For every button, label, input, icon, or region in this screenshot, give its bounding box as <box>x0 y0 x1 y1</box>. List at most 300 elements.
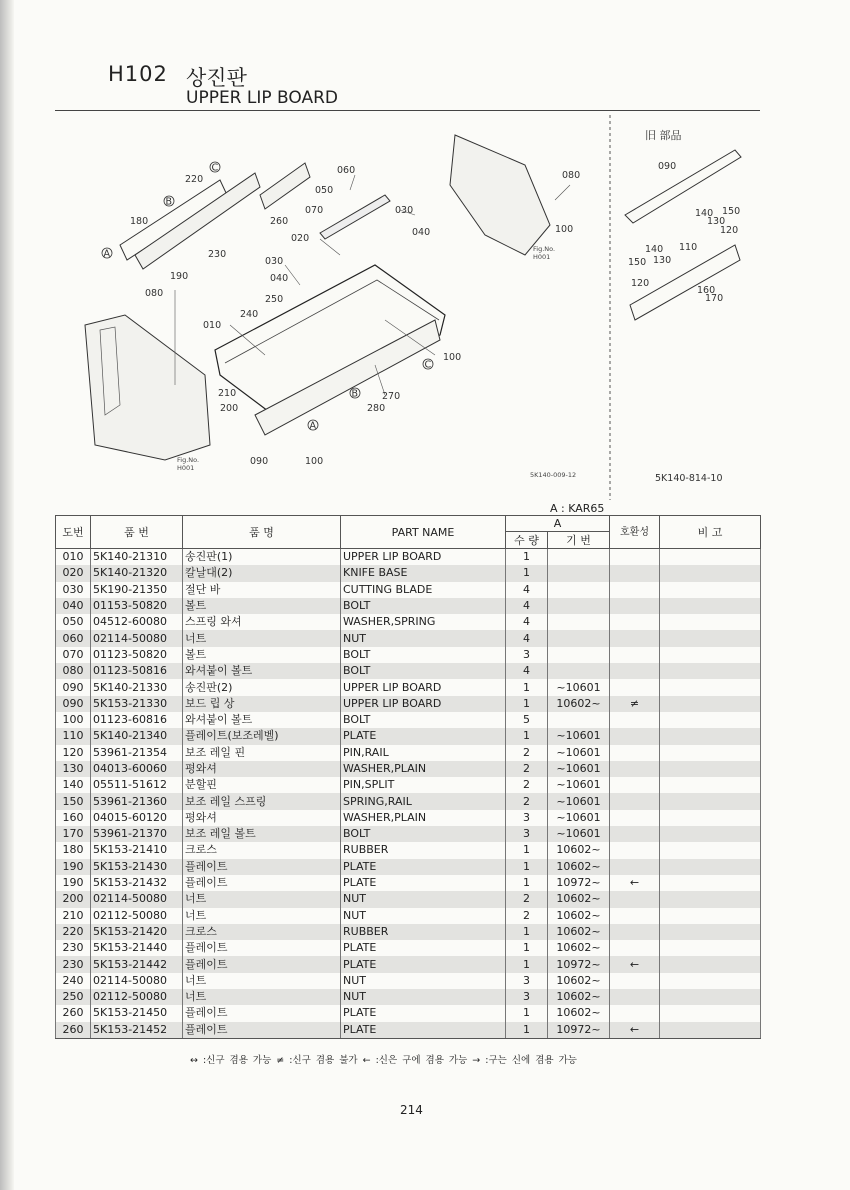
marker-label: B <box>351 388 359 400</box>
callout-label: 090 <box>658 161 677 172</box>
row-ref: 150 <box>56 793 91 809</box>
row-compat <box>610 630 660 646</box>
row-name-kr: 와셔붙이 볼트 <box>183 663 341 679</box>
row-serial: 10972~ <box>548 875 610 891</box>
header-serial: 기 번 <box>548 532 610 549</box>
row-compat <box>610 679 660 695</box>
marker-label: A <box>103 248 110 260</box>
row-remarks <box>660 1022 761 1039</box>
row-qty: 2 <box>506 745 548 761</box>
row-part-name: SPRING,RAIL <box>341 793 506 809</box>
row-qty: 2 <box>506 891 548 907</box>
table-row <box>56 614 761 630</box>
callout-label: 270 <box>382 391 401 402</box>
row-ref: 240 <box>56 973 91 989</box>
callout-label: 170 <box>705 293 724 304</box>
row-compat <box>610 549 660 566</box>
row-compat <box>610 745 660 761</box>
table-row <box>56 956 761 972</box>
row-name-kr: 너트 <box>183 630 341 646</box>
table-row <box>56 908 761 924</box>
row-part-name: WASHER,PLAIN <box>341 810 506 826</box>
row-compat <box>610 973 660 989</box>
callout-label: 080 <box>145 288 164 299</box>
row-serial: 10602~ <box>548 842 610 858</box>
row-name-kr: 절단 바 <box>183 582 341 598</box>
row-name-kr: 너트 <box>183 989 341 1005</box>
row-part-no: 02112-50080 <box>91 908 183 924</box>
table-row <box>56 696 761 712</box>
row-ref: 170 <box>56 826 91 842</box>
callout-label: 260 <box>270 216 289 227</box>
row-serial: 10602~ <box>548 924 610 940</box>
row-serial: 10602~ <box>548 696 610 712</box>
row-name-kr: 플레이트(보조레벨) <box>183 728 341 744</box>
row-remarks <box>660 728 761 744</box>
row-qty: 1 <box>506 565 548 581</box>
callout-label: 220 <box>185 174 204 185</box>
row-remarks <box>660 745 761 761</box>
section-code: H102 <box>108 62 168 86</box>
row-compat <box>610 647 660 663</box>
row-part-no: 04013-60060 <box>91 761 183 777</box>
callout-label: 020 <box>291 233 310 244</box>
row-compat <box>610 859 660 875</box>
row-serial: 10602~ <box>548 908 610 924</box>
diagram-code: 5K140-009-12 <box>530 471 577 479</box>
row-part-name: PLATE <box>341 1022 506 1039</box>
row-remarks <box>660 989 761 1005</box>
row-qty: 3 <box>506 647 548 663</box>
callout-label: 150 <box>628 257 647 268</box>
binding-edge <box>0 0 14 1190</box>
row-name-kr: 플레이트 <box>183 1022 341 1039</box>
callout-label: 130 <box>707 216 726 227</box>
row-part-name: PIN,SPLIT <box>341 777 506 793</box>
row-qty: 3 <box>506 810 548 826</box>
row-qty: 4 <box>506 614 548 630</box>
table-row <box>56 875 761 891</box>
row-part-no: 04015-60120 <box>91 810 183 826</box>
row-ref: 020 <box>56 565 91 581</box>
row-part-name: PLATE <box>341 940 506 956</box>
row-part-name: BOLT <box>341 598 506 614</box>
row-part-name: RUBBER <box>341 842 506 858</box>
row-ref: 120 <box>56 745 91 761</box>
row-serial <box>548 630 610 646</box>
row-serial: ~10601 <box>548 745 610 761</box>
row-part-no: 01123-50820 <box>91 647 183 663</box>
table-row <box>56 679 761 695</box>
row-serial: 10602~ <box>548 940 610 956</box>
row-ref: 010 <box>56 549 91 566</box>
table-row <box>56 777 761 793</box>
header-part-name: PART NAME <box>341 516 506 549</box>
row-part-no: 5K153-21410 <box>91 842 183 858</box>
row-part-name: WASHER,PLAIN <box>341 761 506 777</box>
row-part-name: BOLT <box>341 663 506 679</box>
row-serial: ~10601 <box>548 728 610 744</box>
row-remarks <box>660 842 761 858</box>
table-row <box>56 1005 761 1021</box>
row-qty: 2 <box>506 793 548 809</box>
row-part-no: 02114-50080 <box>91 630 183 646</box>
row-ref: 100 <box>56 712 91 728</box>
row-part-name: BOLT <box>341 712 506 728</box>
row-part-name: UPPER LIP BOARD <box>341 549 506 566</box>
row-ref: 160 <box>56 810 91 826</box>
row-serial: ~10601 <box>548 826 610 842</box>
callout-label: 130 <box>653 255 672 266</box>
row-remarks <box>660 679 761 695</box>
row-qty: 1 <box>506 842 548 858</box>
row-ref: 090 <box>56 679 91 695</box>
marker-label: B <box>165 196 173 208</box>
fig-ref-number: H001 <box>177 464 195 472</box>
row-compat <box>610 598 660 614</box>
row-remarks <box>660 875 761 891</box>
row-remarks <box>660 647 761 663</box>
row-part-no: 02114-50080 <box>91 891 183 907</box>
row-serial: ~10601 <box>548 679 610 695</box>
row-part-name: NUT <box>341 908 506 924</box>
row-name-kr: 평와셔 <box>183 761 341 777</box>
row-qty: 1 <box>506 940 548 956</box>
row-compat <box>610 582 660 598</box>
row-ref: 140 <box>56 777 91 793</box>
row-name-kr: 평와셔 <box>183 810 341 826</box>
row-qty: 5 <box>506 712 548 728</box>
page-title-korean: 상진판 <box>186 66 247 90</box>
row-part-no: 5K140-21320 <box>91 565 183 581</box>
row-ref: 220 <box>56 924 91 940</box>
row-name-kr: 송진판(2) <box>183 679 341 695</box>
row-part-name: NUT <box>341 891 506 907</box>
callout-label: 160 <box>697 285 716 296</box>
row-serial: ~10601 <box>548 810 610 826</box>
table-row <box>56 924 761 940</box>
row-ref: 260 <box>56 1005 91 1021</box>
row-ref: 060 <box>56 630 91 646</box>
row-qty: 3 <box>506 989 548 1005</box>
callout-label: 080 <box>562 170 581 181</box>
row-compat <box>610 891 660 907</box>
row-qty: 1 <box>506 549 548 566</box>
row-compat <box>610 565 660 581</box>
callout-label: 210 <box>218 388 237 399</box>
row-ref: 040 <box>56 598 91 614</box>
table-row <box>56 663 761 679</box>
row-part-no: 02114-50080 <box>91 973 183 989</box>
row-qty: 4 <box>506 582 548 598</box>
row-name-kr: 분할핀 <box>183 777 341 793</box>
row-part-name: KNIFE BASE <box>341 565 506 581</box>
row-name-kr: 너트 <box>183 908 341 924</box>
table-row <box>56 891 761 907</box>
callout-label: 110 <box>679 242 698 253</box>
row-serial: 10602~ <box>548 989 610 1005</box>
row-name-kr: 크로스 <box>183 924 341 940</box>
row-name-kr: 보조 레일 핀 <box>183 745 341 761</box>
row-part-name: UPPER LIP BOARD <box>341 696 506 712</box>
row-part-name: PLATE <box>341 728 506 744</box>
row-serial: ~10601 <box>548 777 610 793</box>
callout-label: 140 <box>645 244 664 255</box>
row-remarks <box>660 891 761 907</box>
row-part-name: NUT <box>341 989 506 1005</box>
row-qty: 1 <box>506 696 548 712</box>
row-serial: 10972~ <box>548 956 610 972</box>
row-serial: 10602~ <box>548 1005 610 1021</box>
callout-label: 100 <box>443 352 462 363</box>
table-row <box>56 728 761 744</box>
row-serial: 10602~ <box>548 973 610 989</box>
left-frame <box>85 315 210 460</box>
row-part-name: PLATE <box>341 1005 506 1021</box>
header-part-no: 품 번 <box>91 516 183 549</box>
row-ref: 050 <box>56 614 91 630</box>
row-part-name: NUT <box>341 630 506 646</box>
row-compat <box>610 989 660 1005</box>
row-part-no: 5K153-21420 <box>91 924 183 940</box>
row-name-kr: 플레이트 <box>183 1005 341 1021</box>
row-serial <box>548 582 610 598</box>
table-row <box>56 647 761 663</box>
header-qty: 수 량 <box>506 532 548 549</box>
right-frame <box>450 135 550 255</box>
row-ref: 180 <box>56 842 91 858</box>
fig-ref-number: H001 <box>533 253 551 261</box>
row-compat <box>610 924 660 940</box>
table-row <box>56 745 761 761</box>
row-part-no: 5K190-21350 <box>91 582 183 598</box>
row-qty: 4 <box>506 598 548 614</box>
row-remarks <box>660 826 761 842</box>
row-part-name: UPPER LIP BOARD <box>341 679 506 695</box>
row-serial: ~10601 <box>548 761 610 777</box>
page-title-english: UPPER LIP BOARD <box>186 88 339 108</box>
row-name-kr: 보드 립 상 <box>183 696 341 712</box>
row-serial <box>548 663 610 679</box>
row-compat <box>610 761 660 777</box>
table-row <box>56 973 761 989</box>
fig-ref-label: Fig.No. <box>177 456 200 464</box>
row-qty: 4 <box>506 663 548 679</box>
row-compat <box>610 663 660 679</box>
row-remarks <box>660 549 761 566</box>
row-ref: 250 <box>56 989 91 1005</box>
row-qty: 3 <box>506 973 548 989</box>
row-remarks <box>660 712 761 728</box>
row-ref: 130 <box>56 761 91 777</box>
row-remarks <box>660 924 761 940</box>
row-name-kr: 보조 레일 볼트 <box>183 826 341 842</box>
table-row <box>56 859 761 875</box>
row-compat: ← <box>610 875 660 891</box>
row-part-no: 5K153-21330 <box>91 696 183 712</box>
callout-label: 190 <box>170 271 189 282</box>
callout-label: 240 <box>240 309 259 320</box>
row-part-no: 5K140-21340 <box>91 728 183 744</box>
table-row <box>56 793 761 809</box>
old-diagram-code: 5K140-814-10 <box>655 473 723 484</box>
marker-label: C <box>424 359 432 371</box>
row-part-no: 5K153-21450 <box>91 1005 183 1021</box>
row-name-kr: 너트 <box>183 973 341 989</box>
row-part-name: BOLT <box>341 826 506 842</box>
row-compat <box>610 793 660 809</box>
row-part-no: 02112-50080 <box>91 989 183 1005</box>
row-ref: 230 <box>56 940 91 956</box>
old-parts-label: 旧 部品 <box>645 129 682 142</box>
row-serial <box>548 647 610 663</box>
row-qty: 1 <box>506 875 548 891</box>
row-compat: ≠ <box>610 696 660 712</box>
row-compat <box>610 940 660 956</box>
row-name-kr: 플레이트 <box>183 956 341 972</box>
callout-label: 120 <box>720 225 739 236</box>
callout-label: 280 <box>367 403 386 414</box>
row-qty: 1 <box>506 956 548 972</box>
table-row <box>56 712 761 728</box>
row-ref: 190 <box>56 875 91 891</box>
row-compat: ← <box>610 1022 660 1039</box>
compatibility-legend: ↔ :신구 겸용 가능 ≠ :신구 겸용 불가 ← :신은 구에 겸용 가능 → :구는 신에 겸용 가능 <box>190 1055 577 1066</box>
row-ref: 080 <box>56 663 91 679</box>
row-part-no: 05511-51612 <box>91 777 183 793</box>
row-name-kr: 볼트 <box>183 647 341 663</box>
row-part-name: BOLT <box>341 647 506 663</box>
row-qty: 2 <box>506 908 548 924</box>
row-part-no: 53961-21360 <box>91 793 183 809</box>
header-ref: 도번 <box>56 516 91 549</box>
callout-label: 100 <box>305 456 324 467</box>
row-compat <box>610 842 660 858</box>
row-compat <box>610 777 660 793</box>
table-row <box>56 940 761 956</box>
row-name-kr: 송진판(1) <box>183 549 341 566</box>
callout-label: 040 <box>270 273 289 284</box>
row-qty: 3 <box>506 826 548 842</box>
table-row <box>56 598 761 614</box>
header-compat: 호환성 <box>610 516 660 549</box>
callout-label: 030 <box>265 256 284 267</box>
parts-table-body <box>56 549 761 1039</box>
row-serial: 10602~ <box>548 891 610 907</box>
row-qty: 1 <box>506 679 548 695</box>
table-row <box>56 582 761 598</box>
row-remarks <box>660 940 761 956</box>
row-part-no: 01153-50820 <box>91 598 183 614</box>
table-row <box>56 565 761 581</box>
row-part-no: 04512-60080 <box>91 614 183 630</box>
row-serial: 10602~ <box>548 859 610 875</box>
row-ref: 030 <box>56 582 91 598</box>
row-remarks <box>660 630 761 646</box>
row-part-no: 5K140-21330 <box>91 679 183 695</box>
row-serial <box>548 598 610 614</box>
callout-label: 250 <box>265 294 284 305</box>
table-row <box>56 842 761 858</box>
row-name-kr: 볼트 <box>183 598 341 614</box>
table-row <box>56 761 761 777</box>
row-remarks <box>660 973 761 989</box>
row-part-no: 5K140-21310 <box>91 549 183 566</box>
row-part-no: 5K153-21452 <box>91 1022 183 1039</box>
row-compat <box>610 728 660 744</box>
callout-label: 180 <box>130 216 149 227</box>
callout-label: 120 <box>631 278 650 289</box>
exploded-parts-diagram <box>55 115 760 500</box>
row-compat <box>610 1005 660 1021</box>
page-number: 214 <box>400 1103 423 1117</box>
row-ref: 210 <box>56 908 91 924</box>
row-part-name: PLATE <box>341 859 506 875</box>
row-remarks <box>660 908 761 924</box>
header-rule <box>55 110 760 111</box>
marker-label: C <box>211 162 219 174</box>
row-compat <box>610 614 660 630</box>
row-serial: ~10601 <box>548 793 610 809</box>
row-part-no: 5K153-21440 <box>91 940 183 956</box>
row-compat <box>610 908 660 924</box>
row-compat <box>610 810 660 826</box>
row-part-no: 5K153-21430 <box>91 859 183 875</box>
row-remarks <box>660 598 761 614</box>
row-qty: 2 <box>506 777 548 793</box>
callout-label: 050 <box>315 185 334 196</box>
row-remarks <box>660 777 761 793</box>
knife-base-shape <box>320 195 390 239</box>
callout-label: 100 <box>555 224 574 235</box>
row-name-kr: 스프링 와셔 <box>183 614 341 630</box>
row-ref: 090 <box>56 696 91 712</box>
row-remarks <box>660 582 761 598</box>
row-compat: ← <box>610 956 660 972</box>
row-remarks <box>660 696 761 712</box>
table-row <box>56 630 761 646</box>
row-part-name: CUTTING BLADE <box>341 582 506 598</box>
callout-label: 230 <box>208 249 227 260</box>
row-qty: 1 <box>506 728 548 744</box>
header-remarks: 비 고 <box>660 516 761 549</box>
row-compat <box>610 826 660 842</box>
parts-table <box>55 515 761 1039</box>
callout-label: 070 <box>305 205 324 216</box>
table-row <box>56 1022 761 1039</box>
table-row <box>56 989 761 1005</box>
row-remarks <box>660 859 761 875</box>
row-qty: 1 <box>506 859 548 875</box>
row-ref: 070 <box>56 647 91 663</box>
row-name-kr: 플레이트 <box>183 859 341 875</box>
row-name-kr: 플레이트 <box>183 875 341 891</box>
row-ref: 190 <box>56 859 91 875</box>
row-qty: 1 <box>506 924 548 940</box>
row-remarks <box>660 793 761 809</box>
row-serial: 10972~ <box>548 1022 610 1039</box>
callout-label: 040 <box>412 227 431 238</box>
row-qty: 4 <box>506 630 548 646</box>
row-name-kr: 보조 레일 스프링 <box>183 793 341 809</box>
row-serial <box>548 565 610 581</box>
row-serial <box>548 549 610 566</box>
callout-label: 030 <box>395 205 414 216</box>
table-header-row <box>56 516 761 532</box>
row-qty: 1 <box>506 1005 548 1021</box>
header-name-kr: 품 명 <box>183 516 341 549</box>
model-note: A : KAR65 <box>550 502 605 515</box>
